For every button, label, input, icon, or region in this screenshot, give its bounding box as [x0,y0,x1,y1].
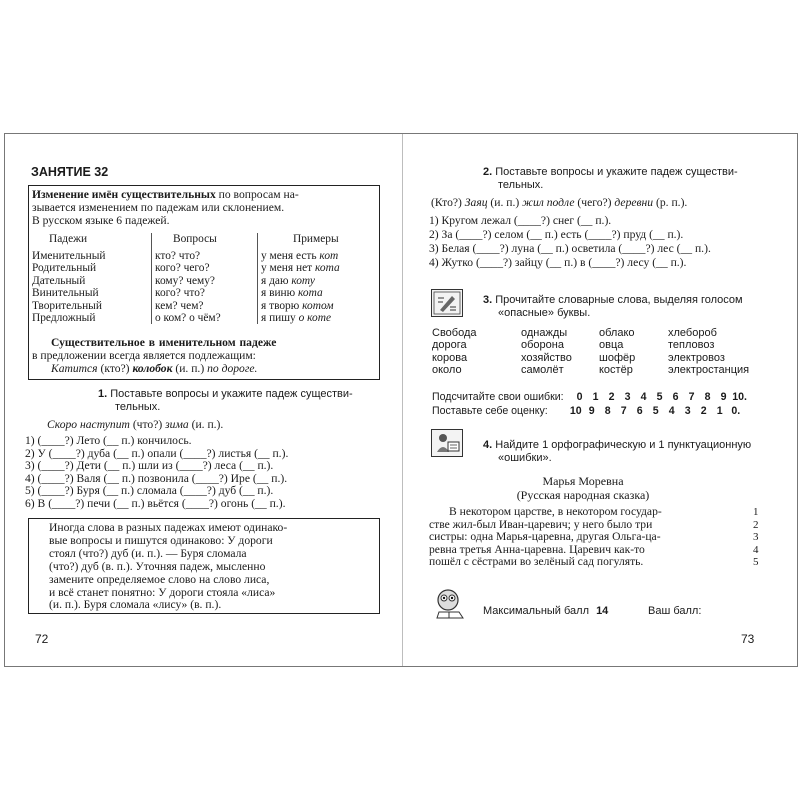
right-page [403,134,795,666]
note-line: замените определяемое слово на слово лиса, [49,573,270,586]
task1-sample: Скоро наступит (что?) зима (и. п.). [47,418,224,431]
vocab-word: Свобода [432,327,477,339]
vocab-word: костёр [599,364,633,377]
story-title: Марья Моревна [542,474,624,488]
task1-title: 1. Поставьте вопросы и укажите падеж существи- [98,388,353,400]
case-question: кому? чему? [155,274,215,287]
task-item: 1) (____?) Лето (__ п.) кончилось. [25,434,192,447]
words-column-2 [521,327,572,377]
case-name: Дательный [32,274,86,287]
note-line: Иногда слова в разных падежах имеют одинако- [49,521,288,534]
task1-items [25,435,288,511]
vocab-word: хозяйство [521,351,572,364]
examples-column [261,250,340,324]
vocab-word: облако [599,327,635,339]
case-question: кто? что? [155,250,201,262]
case-example: у меня нет кота [261,262,340,275]
vocab-word: однажды [521,327,568,339]
max-score-value: 14 [596,605,609,617]
header-questions: Вопросы [173,233,217,245]
story-line: В некотором царстве, в некотором государ- [449,505,662,518]
task-number: 4. [483,439,493,451]
story-subtitle: (Русская народная сказка) [516,488,650,502]
vocab-word: самолёт [521,364,564,377]
note-line: (и. п.). Буря сломала «лису» (в. п.). [49,598,222,611]
vocab-word: шофёр [599,351,636,364]
story-line: пошёл с сёстрами во зелёный сад погулять. [429,555,644,569]
header-cases: Падежи [49,233,88,245]
grade-row: Поставьте себе оценку: 10 9 8 7 6 5 4 3 2 1 0. [432,405,741,417]
story-line: стве жил-был Иван-царевич; у него было три [429,517,653,531]
header-examples: Примеры [293,233,339,245]
line-number: 4 [753,543,759,556]
vocab-word: хлебороб [668,327,717,339]
case-example: у меня есть кот [261,250,339,262]
task-item: 1) Кругом лежал (____?) снег (__ п.). [429,214,612,227]
rule-line-1 [32,189,299,202]
task4-title-line-2: «ошибки». [498,452,552,464]
your-score-label: Ваш балл: [648,605,702,617]
words-column-1 [432,327,477,377]
table-divider [257,233,258,324]
case-example: я пишу о коте [261,312,332,325]
task3-title-line-2: «опасные» буквы. [498,307,591,319]
task-item: 4) Жутко (____?) зайцу (__ п.) в (____?) лесу (__ п.). [429,256,687,269]
words-column-3 [599,327,635,377]
note-box [28,518,380,614]
error-count-row: Подсчитайте свои ошибки: 0 1 2 3 4 5 6 7 8 9 10. [432,391,747,403]
task3-title: 3. Прочитайте словарные слова, выделяя голосом [483,294,743,306]
line-number: 1 [753,506,759,518]
case-table [29,233,379,325]
case-example: я виню кота [261,287,323,300]
line-number: 5 [753,556,759,569]
line-number: 2 [753,518,759,531]
page-number-left: 72 [35,632,49,646]
task-item: 5) (____?) Буря (__ п.) сломала (____?) дуб (__ п.). [25,484,274,498]
case-name: Творительный [32,299,102,312]
task2-sample: (Кто?) Заяц (и. п.) жил подле (чего?) деревни (р. п.). [431,196,688,209]
task-number: 2. [483,166,493,178]
note-line: вые вопросы и пишутся одинаково: У дороги [49,534,273,547]
max-score [483,605,608,617]
case-name: Родительный [32,262,97,275]
task-item: 6) В (____?) печи (__ п.) вьётся (____?) огонь (__ п.). [25,496,286,510]
subject-rule-line-2: в предложении всегда является подлежащим: [32,349,256,362]
story-line: систры: одна Марья-царевна, другая Ольга-ца- [429,530,661,544]
line-numbers [753,506,759,569]
task4-title: 4. Найдите 1 орфографическую и 1 пунктуационную [483,439,752,451]
story-line: ревна третья Анна-царевна. Царевич как-то [429,542,645,556]
rule-text: по вопросам на- [215,188,299,201]
lesson-title: ЗАНЯТИЕ 32 [31,165,109,179]
table-divider [151,233,152,324]
vocab-word: корова [432,351,468,364]
error-count-label: Подсчитайте свои ошибки: [432,391,564,403]
cases-column [32,250,105,324]
case-example: я даю коту [261,274,315,287]
vocab-word: овца [599,339,624,352]
textbook-spread [4,133,798,667]
vocab-word: электростанция [668,364,750,377]
owl-reading-icon [431,586,471,622]
left-page [5,134,401,666]
vocab-word: дорога [432,339,467,352]
task2-title: 2. Поставьте вопросы и укажите падеж существи- [483,166,738,178]
note-line: и всё станет понятно: У дороги стояла «лиса» [49,586,276,599]
vocab-word: тепловоз [668,339,715,352]
line-number: 3 [753,531,759,544]
case-question: кого? что? [155,287,205,300]
case-name: Предложный [32,312,96,325]
rule-line-2: зывается изменением по падежам или склонением. [32,201,285,214]
case-name: Винительный [32,287,99,300]
words-column-4 [668,327,749,377]
rule-term: Изменение имён существительных [32,188,216,201]
vocab-word: электровоз [668,351,725,364]
task-item: 3) Белая (____?) луна (__ п.) осветила (____?) лес (__ п.). [429,242,711,255]
task-item: 3) (____?) Дети (__ п.) шли из (____?) леса (__ п.). [25,459,274,473]
task-number: 3. [483,294,493,306]
task-item: 2) За (____?) селом (__ п.) есть (____?) пруд (__ п.). [429,228,684,241]
page-number-right: 73 [741,632,755,646]
questions-column [155,250,221,324]
grade-label: Поставьте себе оценку: [432,405,548,417]
vocab-word: около [432,364,462,377]
case-question: кем? чем? [155,299,204,312]
vocab-word: оборона [521,339,564,352]
rule-box [28,185,380,380]
task-number: 1. [98,388,108,400]
case-name: Именительный [32,250,106,262]
task-item: 4) (____?) Валя (__ п.) позвонила (____?) Ире (__ п.). [25,471,288,485]
story-text [429,506,662,569]
case-question: кого? чего? [155,262,210,275]
note-line: стоял (что?) дуб (и. п.). — Буря сломала [49,547,247,560]
book-reading-icon [431,429,463,457]
quill-icon [431,289,463,317]
rule-line-3: В русском языке 6 падежей. [32,214,170,227]
max-score-label: Максимальный балл [483,605,589,617]
case-example: я творю котом [261,299,334,312]
subject-rule-line-1: Существительное в именительном падеже [51,336,277,349]
task1-title-line-2: тельных. [115,401,161,413]
subject-rule-example: Катится (кто?) колобок (и. п.) по дороге. [51,362,258,375]
case-question: о ком? о чём? [155,312,221,325]
task2-title-line-2: тельных. [498,179,544,191]
task-item: 2) У (____?) дуба (__ п.) опали (____?) листья (__ п.). [25,446,289,460]
task2-items [429,214,711,270]
note-line: (что?) дуб (в. п.). Уточняя падеж, мысленно [49,560,266,573]
